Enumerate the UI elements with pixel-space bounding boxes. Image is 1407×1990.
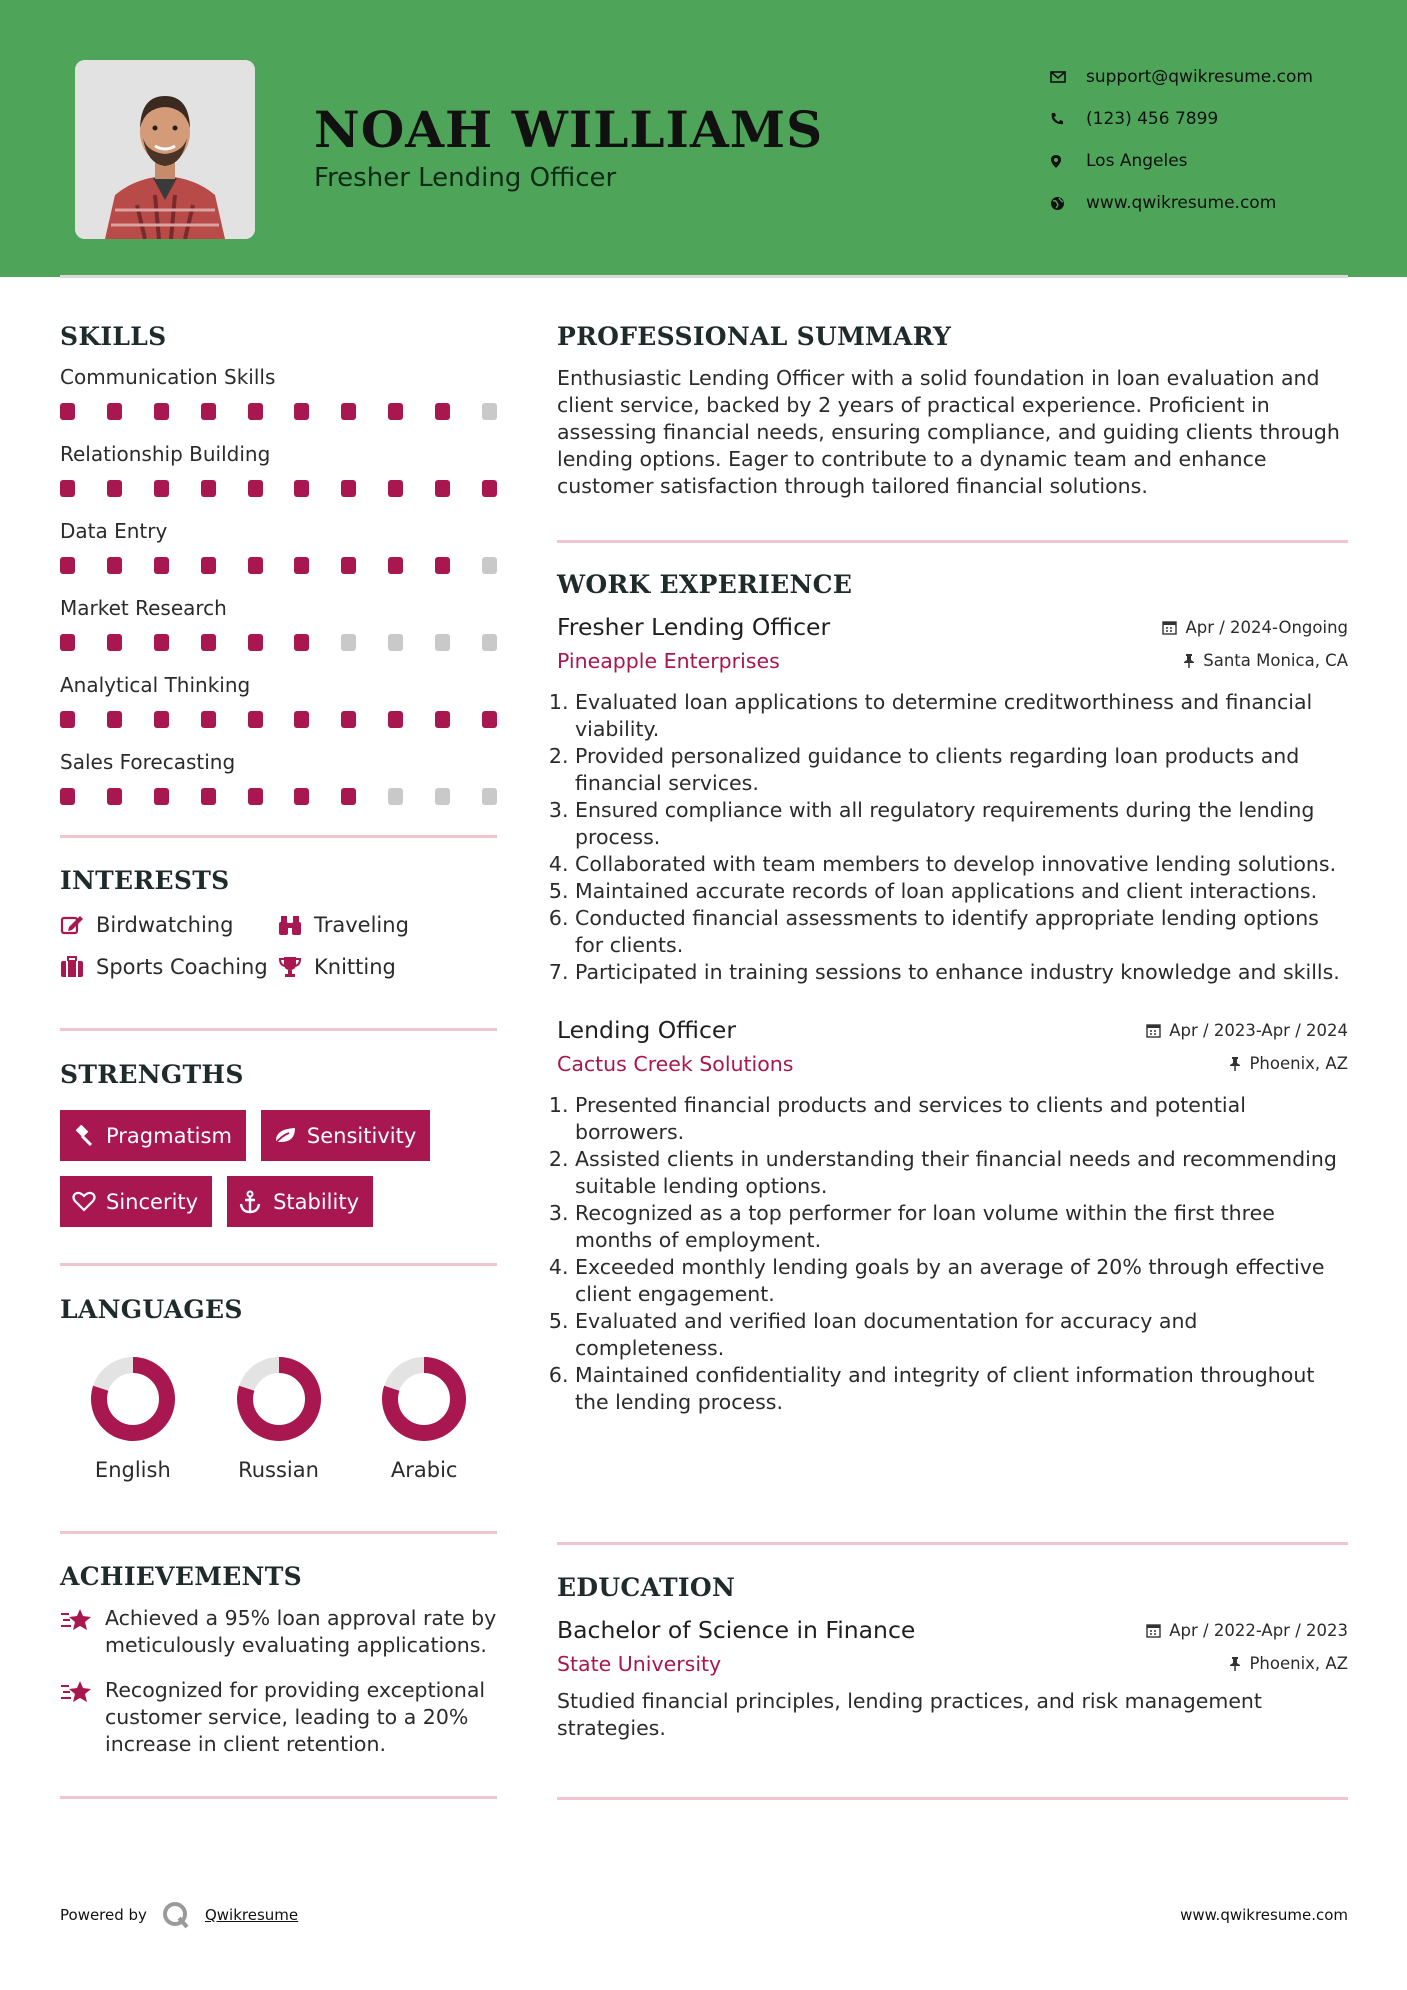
languages-section [60,1295,497,1482]
job-title: Lending Officer [557,1016,737,1044]
job-location-text: Santa Monica, CA [1203,651,1348,670]
rating-dot-filled [60,557,75,574]
calendar-icon [1146,1023,1161,1038]
job-title: Fresher Lending Officer [557,613,831,641]
strength-tag [227,1176,373,1227]
summary-section [557,322,1348,500]
rating-dot-filled [154,711,169,728]
job-location-text: Phoenix, AZ [1249,1054,1348,1073]
profile-photo [75,60,255,239]
job-bullet: 2. Assisted clients in understanding their financial needs and recommending suitable lending options. [575,1146,1348,1200]
job-entry [557,1016,1348,1416]
rating-dot-filled [482,480,497,497]
skill-rating [60,480,497,497]
binoculars-icon [278,914,314,936]
achievement-item [60,1605,497,1659]
rating-dot-empty [482,634,497,651]
rating-dot-filled [248,557,263,574]
rating-dot-filled [294,788,309,805]
degree-title: Bachelor of Science in Finance [557,1616,916,1644]
interest-label: Birdwatching [96,913,234,937]
section-divider [557,1542,1348,1545]
section-divider [60,1263,497,1266]
rating-dot-filled [201,788,216,805]
rating-dot-empty [388,788,403,805]
star-badge-icon [60,1677,105,1758]
job-bullet: 7. Participated in training sessions to enhance industry knowledge and skills. [575,959,1348,986]
job-bullet: 6. Maintained confidentiality and integrity of client information throughout the lending process. [575,1362,1348,1416]
rating-dot-filled [201,711,216,728]
job-dates-text: Apr / 2024-Ongoing [1185,618,1348,637]
languages-title: LANGUAGES [60,1295,243,1324]
rating-dot-filled [388,711,403,728]
rating-dot-filled [294,711,309,728]
skill-rating [60,557,497,574]
rating-dot-filled [341,480,356,497]
trophy-icon [278,956,314,978]
rating-dot-filled [341,403,356,420]
strengths-section [60,1060,497,1227]
interests-section [60,866,497,979]
skill-rating [60,634,497,651]
strengths-title: STRENGTHS [60,1060,244,1089]
briefcase-icon [60,956,96,978]
company-name: Cactus Creek Solutions [557,1052,794,1076]
powered-by [60,1900,298,1930]
job-bullet: 4. Exceeded monthly lending goals by an average of 20% through effective client engagement. [575,1254,1348,1308]
job-bullet: 4. Collaborated with team members to develop innovative lending solutions. [575,851,1348,878]
candidate-role: Fresher Lending Officer [314,163,617,193]
education-description: Studied financial principles, lending practices, and risk management strategies. [557,1689,1262,1740]
language-proficiency-ring [234,1354,324,1444]
rating-dot-filled [60,711,75,728]
education-dates-text: Apr / 2022-Apr / 2023 [1169,1621,1348,1640]
skills-list [60,365,497,805]
job-bullet: 1. Presented financial products and services to clients and potential borrowers. [575,1092,1348,1146]
strength-label: Pragmatism [106,1123,232,1148]
strength-label: Stability [273,1189,360,1214]
gavel-icon [72,1125,106,1147]
interest-item [278,955,497,979]
qwikresume-link[interactable]: Qwikresume [204,1906,299,1924]
section-divider [60,1796,497,1799]
language-label: Russian [238,1458,319,1482]
section-divider [557,1797,1348,1800]
rating-dot-filled [248,711,263,728]
job-bullet: 6. Conducted financial assessments to identify appropriate lending options for clients. [575,905,1348,959]
candidate-name: NOAH WILLIAMS [314,100,824,159]
strength-label: Sincerity [106,1189,199,1214]
rating-dot-empty [482,788,497,805]
education-location [1229,1654,1348,1673]
interest-label: Knitting [314,955,396,979]
rating-dot-filled [154,634,169,651]
rating-dot-filled [341,788,356,805]
section-divider [60,1028,497,1031]
calendar-icon [1146,1623,1161,1638]
rating-dot-empty [482,557,497,574]
skill-name: Sales Forecasting [60,750,236,774]
job-dates [1146,1021,1348,1040]
globe-icon [1050,196,1086,211]
rating-dot-filled [107,788,122,805]
job-bullet: 5. Maintained accurate records of loan applications and client interactions. [575,878,1348,905]
job-entry [557,613,1348,986]
rating-dot-filled [248,480,263,497]
header-banner [0,0,1407,277]
summary-title: PROFESSIONAL SUMMARY [557,322,952,351]
job-bullets [557,1092,1348,1416]
language-item [206,1354,352,1482]
rating-dot-filled [154,403,169,420]
rating-dot-empty [341,634,356,651]
language-proficiency-ring [88,1354,178,1444]
rating-dot-filled [294,634,309,651]
rating-dot-empty [482,403,497,420]
rating-dot-filled [341,711,356,728]
achievements-section [60,1562,497,1758]
strength-tag [261,1110,430,1161]
rating-dot-filled [388,403,403,420]
interest-item [278,913,497,937]
interest-item [60,913,278,937]
rating-dot-filled [201,557,216,574]
section-divider [60,1531,497,1534]
rating-dot-filled [107,634,122,651]
contact-email-text: support@qwikresume.com [1086,67,1313,87]
interests-title: INTERESTS [60,866,230,895]
skill-name: Communication Skills [60,365,276,389]
rating-dot-filled [294,480,309,497]
star-badge-icon [60,1605,105,1659]
rating-dot-filled [154,557,169,574]
achievement-item [60,1677,497,1758]
rating-dot-filled [60,634,75,651]
experience-section [557,570,1348,1416]
education-title: EDUCATION [557,1573,736,1602]
summary-text: Enthusiastic Lending Officer with a solid foundation in loan evaluation and client service, backed by 2 years of practical experience. Proficient in assessing financial needs, ensuring compliance, and guiding clients through lending options. Eager to contribute to a dynamic team and enhance customer satisfaction through tailored financial solutions. [557,366,1340,498]
rating-dot-filled [107,403,122,420]
interest-label: Traveling [314,913,409,937]
leaf-icon [273,1126,307,1146]
strength-tag [60,1110,246,1161]
achievement-text: Recognized for providing exceptional customer service, leading to a 20% increase in client retention. [105,1678,486,1756]
school-name: State University [557,1652,722,1676]
contact-website[interactable] [1050,182,1313,224]
rating-dot-filled [388,480,403,497]
section-divider [60,835,497,838]
rating-dot-filled [201,480,216,497]
rating-dot-filled [248,788,263,805]
contact-phone-text: (123) 456 7899 [1086,109,1219,129]
rating-dot-empty [388,634,403,651]
anchor-icon [239,1190,273,1214]
contact-list [1050,56,1313,224]
rating-dot-empty [435,788,450,805]
experience-title: WORK EXPERIENCE [557,570,853,599]
rating-dot-filled [435,557,450,574]
rating-dot-filled [60,480,75,497]
rating-dot-filled [482,711,497,728]
job-dates-text: Apr / 2023-Apr / 2024 [1169,1021,1348,1040]
rating-dot-filled [154,480,169,497]
job-bullets [557,689,1348,986]
contact-location [1050,140,1313,182]
interest-item [60,955,278,979]
language-label: Arabic [390,1458,458,1482]
language-item [60,1354,206,1482]
skill-name: Analytical Thinking [60,673,251,697]
heart-icon [72,1191,106,1212]
rating-dot-filled [154,788,169,805]
job-dates [1162,618,1348,637]
contact-phone[interactable] [1050,98,1313,140]
strength-label: Sensitivity [306,1123,417,1148]
footer [60,1900,1348,1930]
rating-dot-filled [201,634,216,651]
phone-icon [1050,112,1086,126]
skill-rating [60,788,497,805]
powered-by-text: Powered by [60,1906,147,1924]
rating-dot-filled [248,634,263,651]
skill-name: Market Research [60,596,227,620]
job-location [1183,651,1348,670]
contact-location-text: Los Angeles [1086,151,1188,171]
skill-rating [60,711,497,728]
language-label: English [94,1458,171,1482]
rating-dot-filled [294,403,309,420]
strength-tag [60,1176,212,1227]
achievement-text: Achieved a 95% loan approval rate by meticulously evaluating applications. [105,1606,497,1657]
rating-dot-filled [248,403,263,420]
contact-website-text: www.qwikresume.com [1086,193,1277,213]
rating-dot-filled [107,557,122,574]
rating-dot-filled [107,480,122,497]
pushpin-icon [1183,653,1195,668]
skill-name: Relationship Building [60,442,271,466]
strengths-list [60,1110,497,1227]
calendar-icon [1162,620,1177,635]
contact-email[interactable] [1050,56,1313,98]
rating-dot-filled [341,557,356,574]
rating-dot-filled [107,711,122,728]
pushpin-icon [1229,1656,1241,1671]
job-bullet: 2. Provided personalized guidance to clients regarding loan products and financial services. [575,743,1348,797]
footer-website[interactable]: www.qwikresume.com [1180,1906,1348,1924]
skills-title: SKILLS [60,322,167,351]
rating-dot-filled [60,403,75,420]
map-marker-icon [1050,154,1086,169]
job-bullet: 3. Ensured compliance with all regulatory requirements during the lending process. [575,797,1348,851]
education-location-text: Phoenix, AZ [1249,1654,1348,1673]
header-divider [60,275,1348,278]
languages-list [60,1354,497,1482]
rating-dot-filled [294,557,309,574]
education-entry [557,1616,1348,1742]
job-location [1229,1054,1348,1073]
envelope-icon [1050,71,1086,83]
job-bullet: 1. Evaluated loan applications to determine creditworthiness and financial viability. [575,689,1348,743]
rating-dot-filled [60,788,75,805]
rating-dot-filled [435,480,450,497]
education-dates [1146,1621,1348,1640]
education-section [557,1573,1348,1742]
edit-icon [60,914,96,936]
skills-section [60,322,497,827]
skill-rating [60,403,497,420]
rating-dot-filled [201,403,216,420]
skill-name: Data Entry [60,519,168,543]
language-item [351,1354,497,1482]
job-bullet: 5. Evaluated and verified loan documentation for accuracy and completeness. [575,1308,1348,1362]
job-bullet: 3. Recognized as a top performer for loan volume within the first three months of employment. [575,1200,1348,1254]
qwikresume-logo-icon [161,1900,191,1930]
rating-dot-filled [435,711,450,728]
interest-label: Sports Coaching [96,955,268,979]
company-name: Pineapple Enterprises [557,649,780,673]
rating-dot-empty [435,634,450,651]
interests-list [60,913,497,979]
rating-dot-filled [388,557,403,574]
pushpin-icon [1229,1056,1241,1071]
achievements-title: ACHIEVEMENTS [60,1562,302,1591]
language-proficiency-ring [379,1354,469,1444]
rating-dot-filled [435,403,450,420]
section-divider [557,540,1348,543]
